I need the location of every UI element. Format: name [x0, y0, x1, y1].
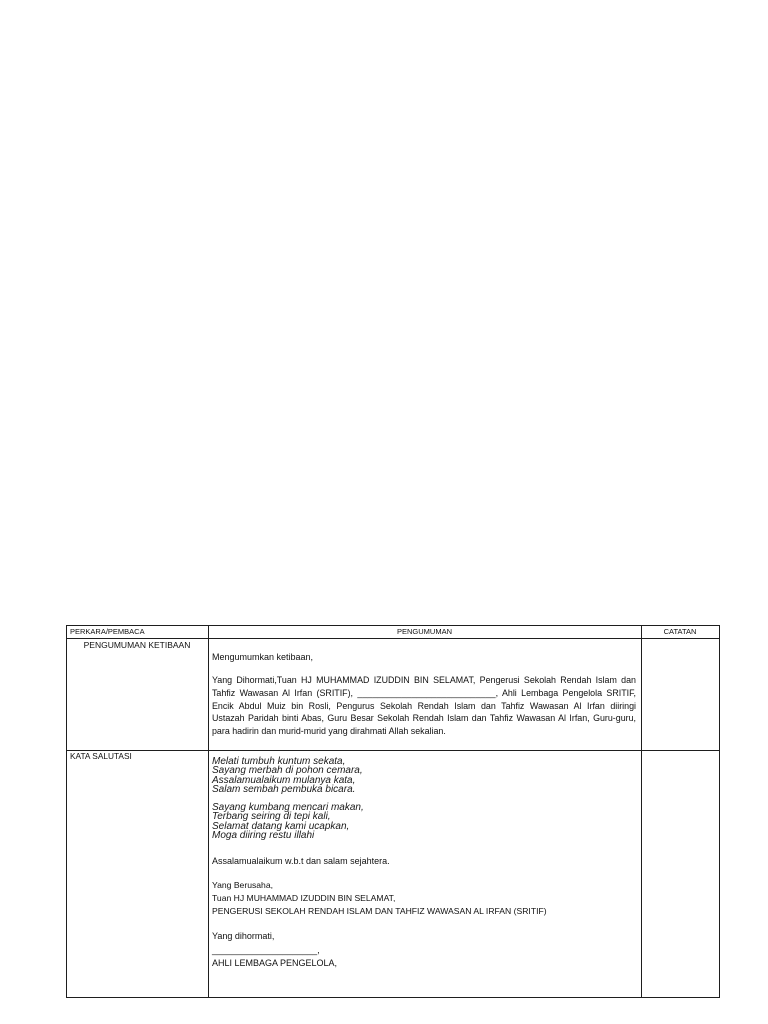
greeting-text: Assalamualaikum w.b.t dan salam sejahtera.: [212, 856, 390, 866]
table-rule-vertical: [719, 625, 720, 998]
announcement-paragraph: [212, 674, 636, 738]
salutation-block-chairman: [212, 879, 547, 918]
pantun-line: Terbang seiring di tepi kali,: [212, 811, 331, 823]
header-perkara-pembaca: PERKARA/PEMBACA: [70, 627, 145, 636]
pantun-line: Selamat datang kami ucapkan,: [212, 820, 350, 832]
paragraph-line: Yang Dihormati,Tuan HJ MUHAMMAD IZUDDIN BIN SELAMAT, Pengerusi Sekolah Rendah Islam dan: [212, 675, 636, 685]
pantun-line: Melati tumbuh kuntum sekata,: [212, 756, 346, 767]
paragraph-line: para hadirin dan murid-murid yang dirahmati Allah sekalian.: [212, 726, 446, 737]
programme-table: [66, 625, 720, 998]
announcement-intro: Mengumumkan ketibaan,: [212, 652, 314, 662]
pantun-line: Assalamualaikum mulanya kata,: [212, 774, 356, 786]
table-rule-vertical: [208, 625, 209, 998]
pantun-line: Sayang merbah di pohon cemara,: [212, 765, 363, 777]
table-rule-vertical: [66, 625, 67, 998]
salutation-line: _____________________,: [212, 944, 320, 955]
header-pengumuman: PENGUMUMAN: [396, 627, 452, 636]
table-rule-horizontal: [66, 997, 720, 998]
salutation-block-board: [212, 930, 337, 971]
pantun-stanza-1: [212, 757, 363, 794]
paragraph-line: Encik Abdul Muiz bin Rosli, Pengurus Sekolah Rendah Islam dan Tahfiz Wawasan Al Irfan diiringi: [212, 700, 636, 711]
row-item-label: PENGUMUMAN KETIBAAN: [83, 640, 191, 650]
paragraph-line: Ustazah Paridah binti Abas, Guru Besar Sekolah Rendah Islam dan Tahfiz Wawasan Al Irfan, Guru-guru,: [212, 713, 636, 724]
salutation-line: Yang Berusaha,: [212, 880, 273, 890]
header-catatan: CATATAN: [663, 627, 697, 636]
pantun-line: Sayang kumbang mencari makan,: [212, 802, 364, 813]
pantun-line: Salam sembah pembuka bicara.: [212, 783, 356, 795]
paragraph-line: Tahfiz Wawasan Al Irfan (SRITIF), ____________________________, Ahli Lembaga Pengelola SRITIF,: [212, 687, 636, 698]
pantun-stanza-2: [212, 803, 364, 840]
salutation-line: AHLI LEMBAGA PENGELOLA,: [212, 958, 338, 968]
salutation-line: Tuan HJ MUHAMMAD IZUDDIN BIN SELAMAT,: [212, 893, 396, 903]
salutation-line: PENGERUSI SEKOLAH RENDAH ISLAM DAN TAHFIZ WAWASAN AL IRFAN (SRITIF): [212, 906, 547, 916]
table-rule-horizontal: [66, 750, 720, 751]
salutation-line: Yang dihormati,: [212, 931, 275, 941]
row-item-label: KATA SALUTASI: [70, 751, 132, 761]
table-rule-vertical: [641, 625, 642, 998]
pantun-line: Moga diiring restu illahi: [212, 829, 315, 841]
